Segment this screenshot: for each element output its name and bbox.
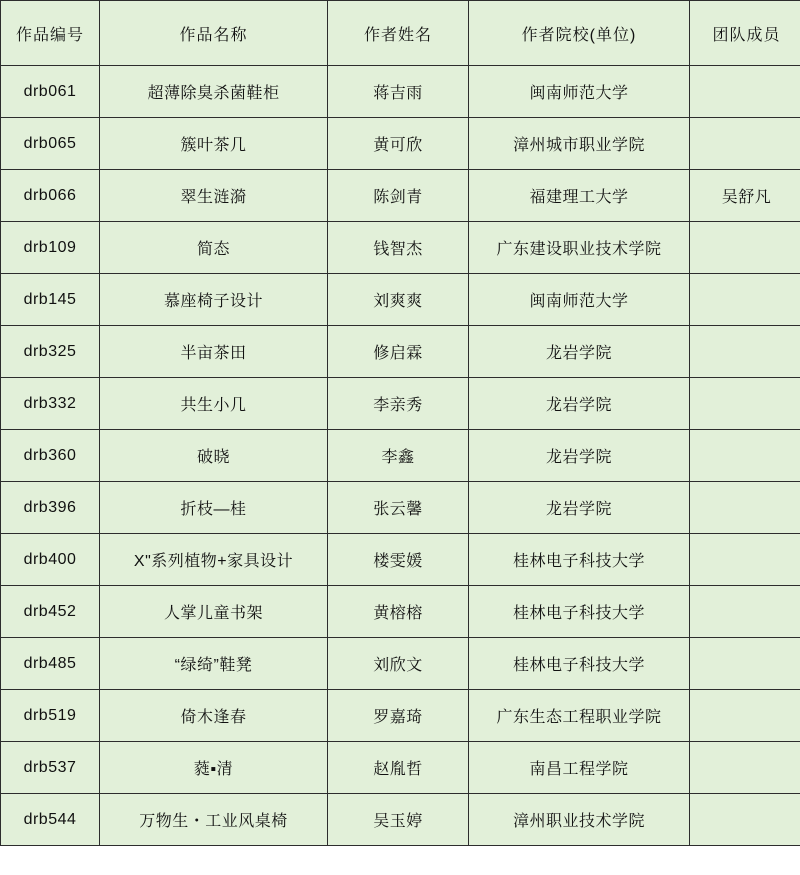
cell-team	[690, 326, 800, 378]
table-header	[1, 1, 800, 66]
cell-team	[690, 482, 800, 534]
table-row	[1, 378, 800, 430]
cell-team	[690, 638, 800, 690]
cell-team	[690, 586, 800, 638]
cell-team	[690, 430, 800, 482]
cell-author: 李亲秀	[328, 378, 469, 430]
cell-author: 楼雯媛	[328, 534, 469, 586]
cell-work-name: 共生小几	[100, 378, 328, 430]
cell-team	[690, 690, 800, 742]
column-header-author: 作者姓名	[328, 1, 469, 66]
cell-school: 南昌工程学院	[469, 742, 690, 794]
table-row	[1, 638, 800, 690]
table-row	[1, 66, 800, 118]
cell-work-id: drb065	[1, 118, 100, 170]
cell-author: 陈剑青	[328, 170, 469, 222]
cell-team	[690, 378, 800, 430]
cell-author: 罗嘉琦	[328, 690, 469, 742]
cell-work-id: drb485	[1, 638, 100, 690]
table-row	[1, 742, 800, 794]
cell-author: 黄榕榕	[328, 586, 469, 638]
column-header-school: 作者院校(单位)	[469, 1, 690, 66]
cell-work-id: drb109	[1, 222, 100, 274]
cell-author: 刘爽爽	[328, 274, 469, 326]
table-header-row	[1, 1, 800, 66]
cell-school: 闽南师范大学	[469, 274, 690, 326]
cell-work-name: 破晓	[100, 430, 328, 482]
cell-team	[690, 222, 800, 274]
cell-work-id: drb519	[1, 690, 100, 742]
cell-school: 漳州职业技术学院	[469, 794, 690, 846]
cell-author: 钱智杰	[328, 222, 469, 274]
table-row	[1, 170, 800, 222]
cell-work-name: 折枝—桂	[100, 482, 328, 534]
cell-work-name: 翠生涟漪	[100, 170, 328, 222]
cell-work-id: drb066	[1, 170, 100, 222]
cell-work-name: “绿绮”鞋凳	[100, 638, 328, 690]
cell-work-name: 半亩茶田	[100, 326, 328, 378]
cell-work-id: drb061	[1, 66, 100, 118]
cell-author: 吴玉婷	[328, 794, 469, 846]
cell-school: 桂林电子科技大学	[469, 638, 690, 690]
cell-work-name: 慕座椅子设计	[100, 274, 328, 326]
cell-work-id: drb145	[1, 274, 100, 326]
cell-school: 广东生态工程职业学院	[469, 690, 690, 742]
table-row	[1, 794, 800, 846]
cell-school: 闽南师范大学	[469, 66, 690, 118]
cell-work-name: 蕤▪清	[100, 742, 328, 794]
table-row	[1, 326, 800, 378]
cell-team	[690, 118, 800, 170]
cell-author: 刘欣文	[328, 638, 469, 690]
cell-work-name: 簇叶茶几	[100, 118, 328, 170]
cell-team	[690, 794, 800, 846]
cell-author: 赵胤哲	[328, 742, 469, 794]
cell-work-name: 人掌儿童书架	[100, 586, 328, 638]
cell-team	[690, 66, 800, 118]
cell-team	[690, 274, 800, 326]
cell-school: 桂林电子科技大学	[469, 586, 690, 638]
cell-school: 漳州城市职业学院	[469, 118, 690, 170]
table-row	[1, 430, 800, 482]
cell-work-name: 超薄除臭杀菌鞋柜	[100, 66, 328, 118]
cell-work-id: drb544	[1, 794, 100, 846]
cell-author: 蒋吉雨	[328, 66, 469, 118]
cell-work-id: drb332	[1, 378, 100, 430]
table-row	[1, 482, 800, 534]
table-row	[1, 586, 800, 638]
column-header-work-id: 作品编号	[1, 1, 100, 66]
cell-work-id: drb325	[1, 326, 100, 378]
column-header-work-name: 作品名称	[100, 1, 328, 66]
cell-author: 张云馨	[328, 482, 469, 534]
cell-team	[690, 742, 800, 794]
cell-school: 广东建设职业技术学院	[469, 222, 690, 274]
cell-work-name: 倚木逢春	[100, 690, 328, 742]
cell-school: 桂林电子科技大学	[469, 534, 690, 586]
cell-author: 李鑫	[328, 430, 469, 482]
cell-school: 龙岩学院	[469, 326, 690, 378]
cell-team: 吴舒凡	[690, 170, 800, 222]
cell-school: 福建理工大学	[469, 170, 690, 222]
cell-author: 黄可欣	[328, 118, 469, 170]
column-header-team: 团队成员	[690, 1, 800, 66]
table-row	[1, 274, 800, 326]
cell-school: 龙岩学院	[469, 430, 690, 482]
cell-work-name: 万物生・工业风桌椅	[100, 794, 328, 846]
table-row	[1, 690, 800, 742]
cell-work-id: drb396	[1, 482, 100, 534]
cell-work-name: X"系列植物+家具设计	[100, 534, 328, 586]
cell-work-id: drb400	[1, 534, 100, 586]
cell-school: 龙岩学院	[469, 378, 690, 430]
table-row	[1, 118, 800, 170]
cell-work-name: 简态	[100, 222, 328, 274]
table-row	[1, 534, 800, 586]
cell-work-id: drb360	[1, 430, 100, 482]
cell-school: 龙岩学院	[469, 482, 690, 534]
cell-work-id: drb537	[1, 742, 100, 794]
cell-author: 修启霖	[328, 326, 469, 378]
table-body	[1, 66, 800, 846]
cell-team	[690, 534, 800, 586]
table-row	[1, 222, 800, 274]
cell-work-id: drb452	[1, 586, 100, 638]
